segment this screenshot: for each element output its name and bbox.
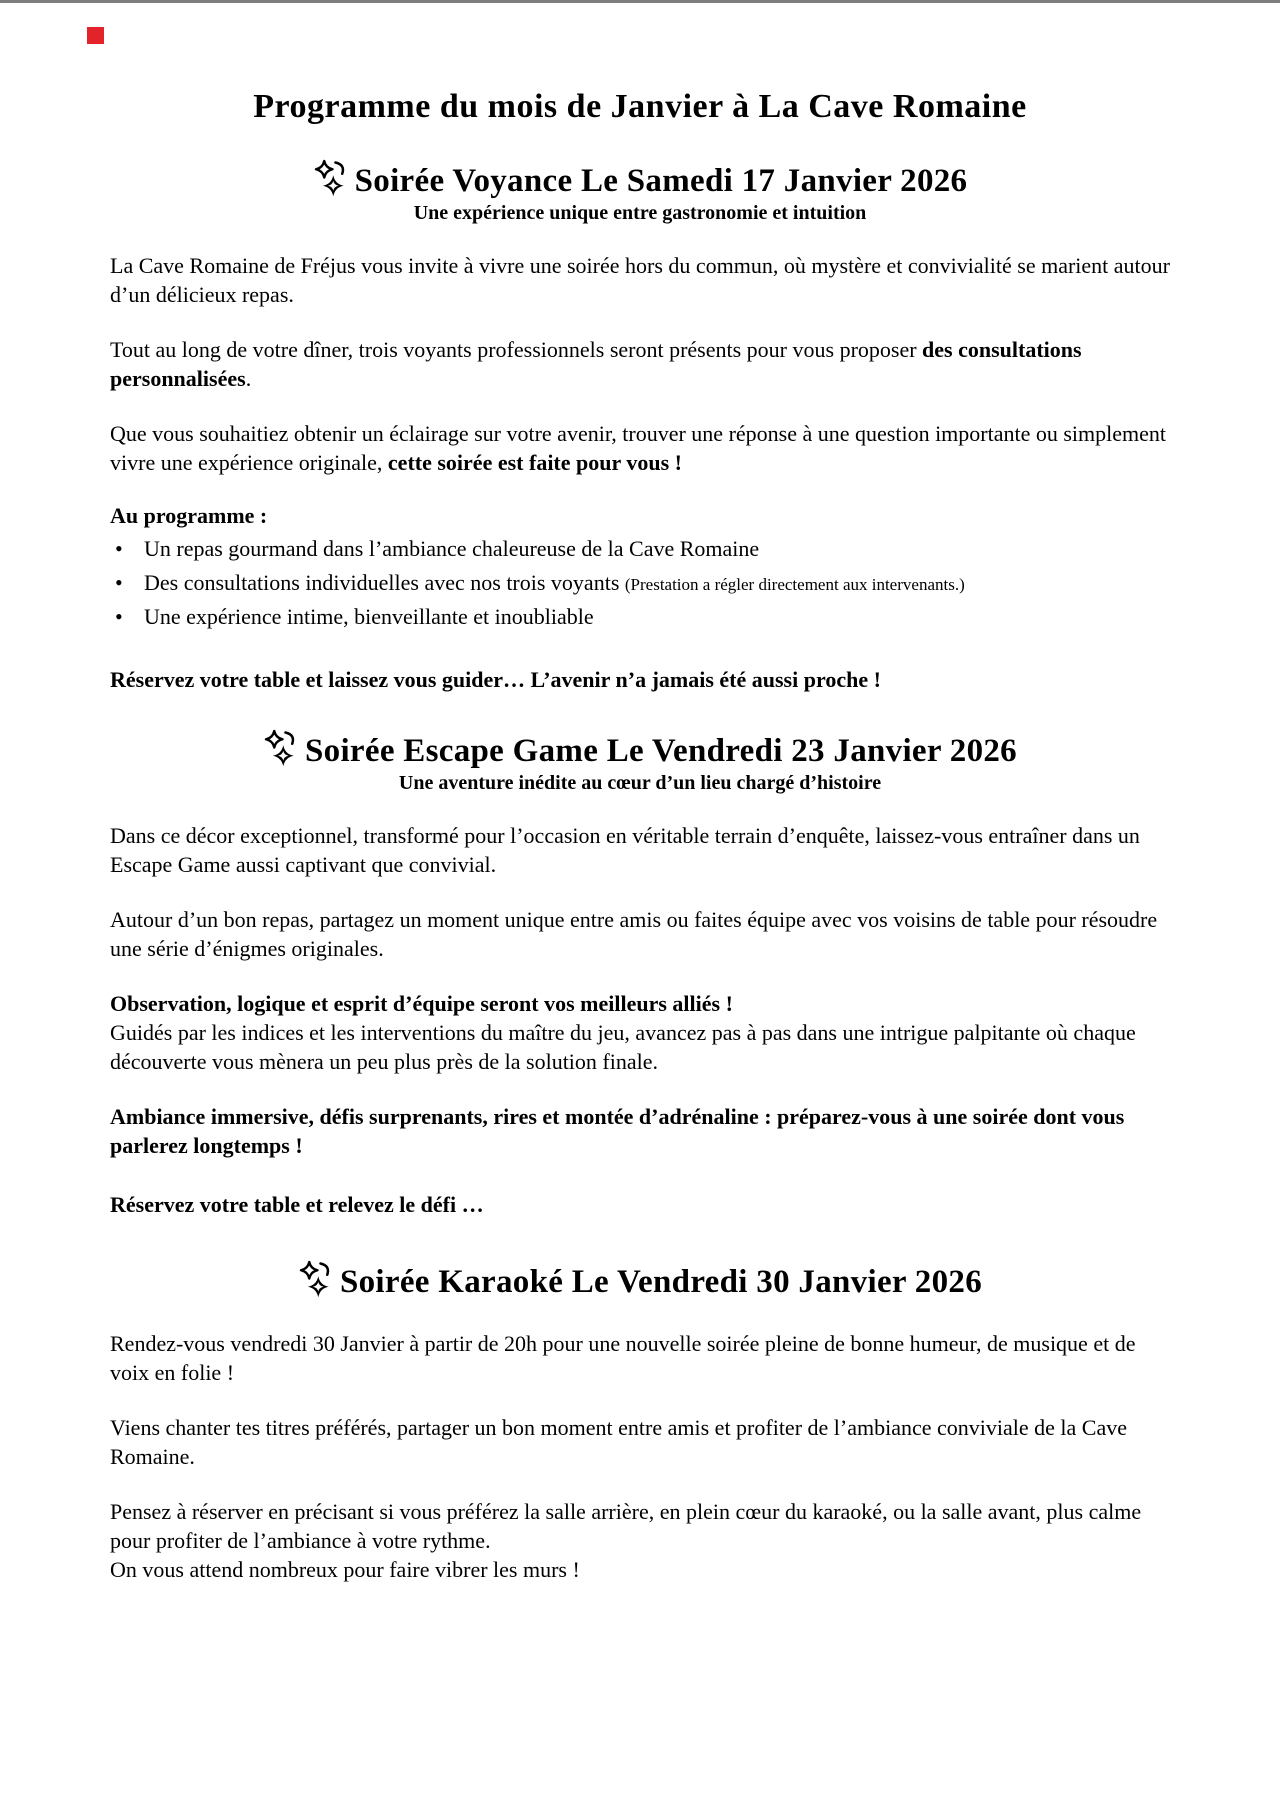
bullet-icon: • xyxy=(115,570,123,595)
paragraph xyxy=(110,419,1170,477)
program-label: Au programme : xyxy=(110,503,268,528)
paragraph xyxy=(110,335,1170,393)
emphasis-paragraph: Ambiance immersive, défis surprenants, rires et montée d’adrénaline : préparez-vous à une soirée dont vous parlerez longtemps ! xyxy=(110,1104,1125,1158)
section-heading-text: Soirée Voyance Le Samedi 17 Janvier 2026 xyxy=(354,163,968,199)
list-item-text: Un repas gourmand dans l’ambiance chaleureuse de la Cave Romaine xyxy=(144,536,760,561)
section-heading xyxy=(110,728,1170,770)
list-item xyxy=(110,567,1170,601)
section-subtitle: Une aventure inédite au cœur d’un lieu chargé d’histoire xyxy=(398,772,882,794)
emphasis-text: des consultations personnalisées xyxy=(110,337,1082,391)
paragraph-group xyxy=(110,1497,1170,1584)
paragraph-text: Tout au long de votre dîner, trois voyants professionnels seront présents pour vous proposer xyxy=(110,337,923,362)
paragraph-text: Guidés par les indices et les interventions du maître du jeu, avancez pas à pas dans une intrigue palpitante où chaque découverte vous mènera un peu plus près de la solution finale. xyxy=(110,1020,1136,1074)
section-heading-text: Soirée Escape Game Le Vendredi 23 Janvier 2026 xyxy=(305,733,1017,769)
section-karaoke xyxy=(110,1259,1170,1584)
section-subtitle: Une expérience unique entre gastronomie et intuition xyxy=(413,202,867,224)
paragraph: Rendez-vous vendredi 30 Janvier à partir de 20h pour une nouvelle soirée pleine de bonne humeur, de musique et de voix en folie ! xyxy=(110,1331,1136,1385)
section-voyance xyxy=(110,158,1170,694)
section-heading xyxy=(110,158,1170,200)
sparkles-icon xyxy=(298,1259,340,1301)
paragraph: Dans ce décor exceptionnel, transformé pour l’occasion en véritable terrain d’enquête, laissez-vous entraîner dans un Escape Game aussi captivant que convivial. xyxy=(110,823,1140,877)
cta-line: Réservez votre table et relevez le défi … xyxy=(110,1192,484,1217)
paragraph-text: Pensez à réserver en précisant si vous préférez la salle arrière, en plein cœur du karaoké, ou la salle avant, plus calme pour profiter de l’ambiance à votre rythme. xyxy=(110,1499,1142,1553)
list-item-text: Une expérience intime, bienveillante et inoubliable xyxy=(144,604,594,629)
paragraph: Autour d’un bon repas, partagez un moment unique entre amis ou faites équipe avec vos voisins de table pour résoudre une série d’énigmes originales. xyxy=(110,907,1158,961)
cta-line: Réservez votre table et laissez vous guider… L’avenir n’a jamais été aussi proche ! xyxy=(110,667,881,692)
section-heading-text: Soirée Karaoké Le Vendredi 30 Janvier 2026 xyxy=(339,1264,983,1300)
emphasis-text: cette soirée est faite pour vous ! xyxy=(387,450,682,475)
list-item xyxy=(110,533,1170,567)
list-item xyxy=(110,601,1170,635)
paragraph: La Cave Romaine de Fréjus vous invite à vivre une soirée hors du commun, où mystère et convivialité se marient autour d’un délicieux repas. xyxy=(110,253,1170,307)
bullet-icon: • xyxy=(115,536,123,561)
sparkles-icon xyxy=(263,728,305,770)
bullet-note: (Prestation a régler directement aux intervenants.) xyxy=(624,575,965,594)
paragraph-group xyxy=(110,989,1170,1076)
bullet-icon: • xyxy=(115,604,123,629)
paragraph-text: On vous attend nombreux pour faire vibrer les murs ! xyxy=(110,1557,580,1582)
list-item-text: Des consultations individuelles avec nos trois voyants xyxy=(144,570,625,595)
paragraph: Viens chanter tes titres préférés, partager un bon moment entre amis et profiter de l’ambiance conviviale de la Cave Romaine. xyxy=(110,1415,1127,1469)
page-title: Programme du mois de Janvier à La Cave Romaine xyxy=(253,88,1027,125)
paragraph-text: Que vous souhaitiez obtenir un éclairage sur votre avenir, trouver une réponse à une question importante ou simplement vivre une expérience originale, xyxy=(110,421,1167,475)
paragraph-text: . xyxy=(245,366,252,391)
section-heading xyxy=(110,1259,1170,1301)
emphasis-text: Observation, logique et esprit d’équipe seront vos meilleurs alliés ! xyxy=(110,991,733,1016)
section-escape-game xyxy=(110,728,1170,1219)
window-top-edge xyxy=(0,0,1280,3)
bullet-list xyxy=(110,533,1170,635)
sparkles-icon xyxy=(313,158,355,200)
red-marker xyxy=(87,27,104,44)
